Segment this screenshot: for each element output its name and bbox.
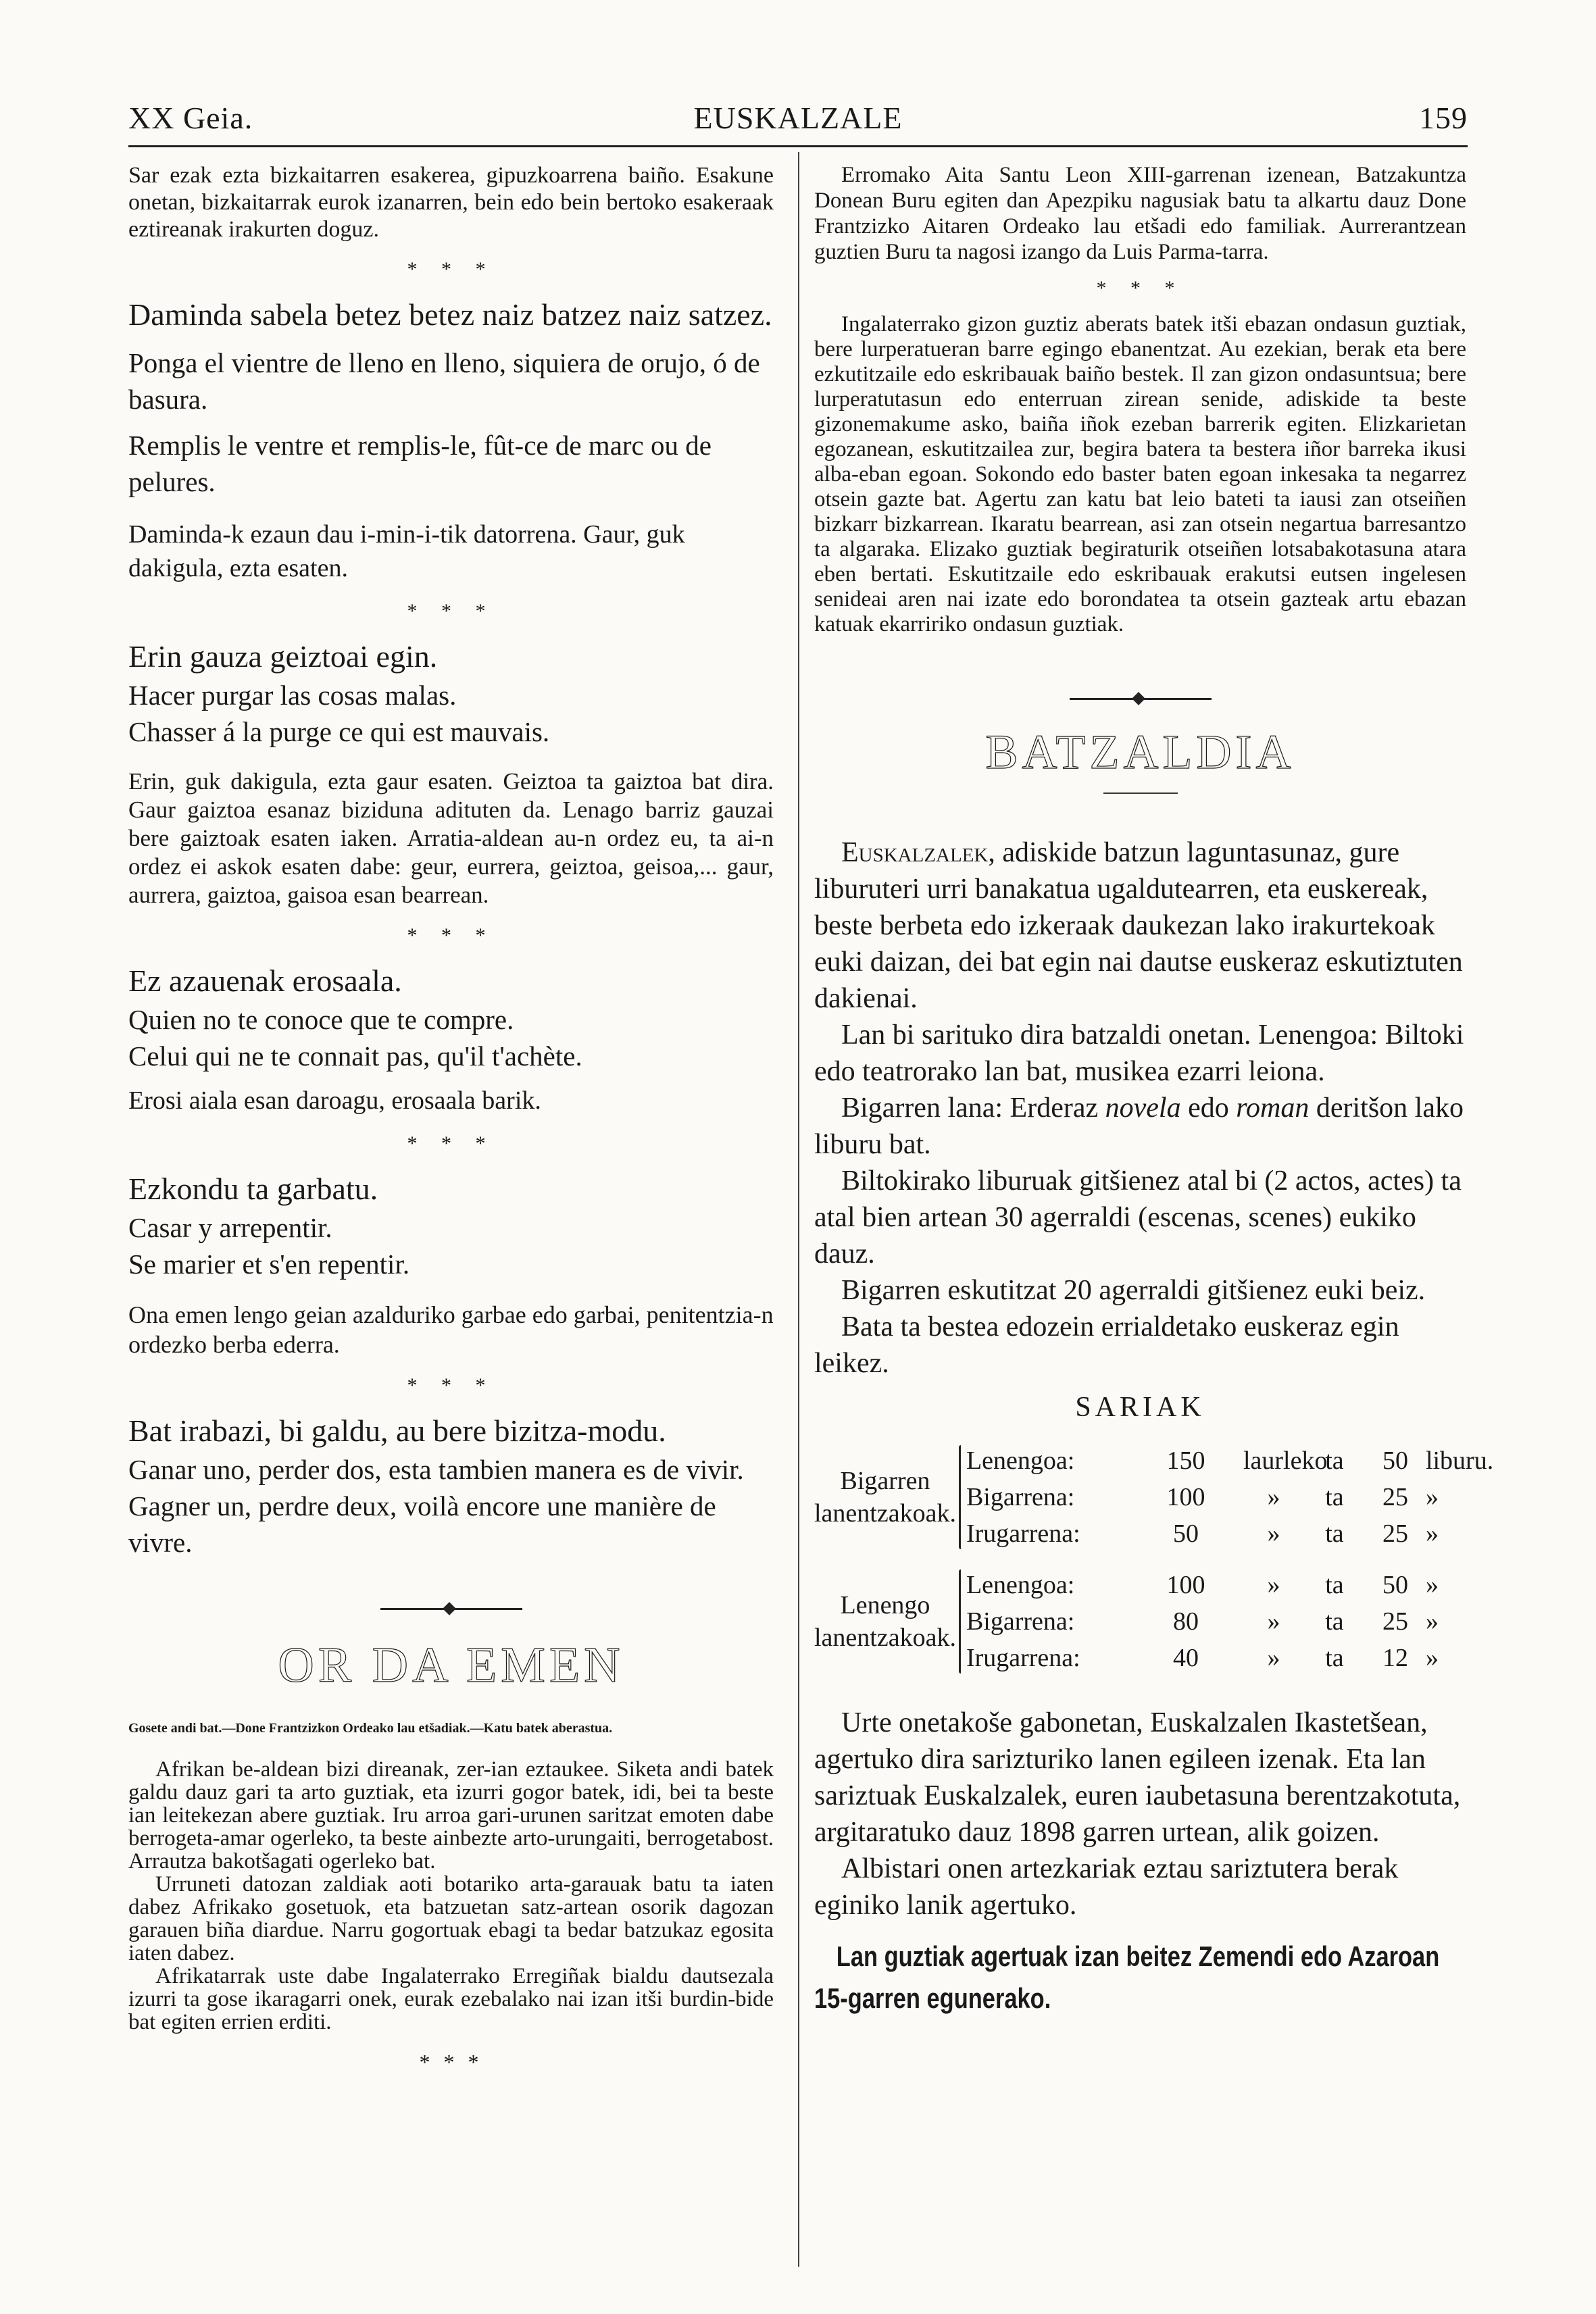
proverb-basque: Bat irabazi, bi galdu, au bere bizitza-modu. — [128, 1413, 666, 1448]
contest-paragraph: Albistari onen artezkariak eztau sariztutera berak eginiko lanik agertuko. — [814, 1853, 1399, 1921]
proverb-basque: Ez azauenak erosaala. — [128, 963, 402, 998]
issue-number: XX Geia. — [128, 101, 253, 135]
proverb-note: Daminda-k ezaun dau i-min-i-tik datorrena. Gaur, guk dakigula, ezta esaten. — [128, 520, 685, 582]
prize-unit: » — [1425, 1644, 1439, 1672]
proverb-spanish: Hacer purgar las cosas malas. — [128, 680, 457, 711]
prize-group-label: Lenengo lanentzakoak. — [814, 1591, 956, 1652]
separator-stars: * * * — [407, 1374, 495, 1397]
text-part: edo — [1180, 1092, 1237, 1124]
column-divider — [798, 152, 799, 2267]
right-column — [814, 162, 1494, 2019]
section-title: OR DA EMEN — [278, 1638, 624, 1693]
contest-intro — [814, 834, 1466, 1017]
prize-row — [966, 1515, 1507, 1552]
italic-word: novela — [1105, 1092, 1181, 1124]
proverb-french: Chasser á la purge ce qui est mauvais. — [128, 716, 550, 747]
ornamental-rule — [380, 1608, 522, 1610]
prize-amount: 50 — [1172, 1519, 1199, 1548]
prize-unit: » — [1425, 1483, 1439, 1511]
proverb-spanish: Quien no te conoce que te compre. — [128, 1004, 514, 1035]
prize-unit: » — [1425, 1519, 1439, 1548]
proverb-note: Erosi aiala esan daroagu, erosaala barik. — [128, 1086, 541, 1115]
proverb-french: Se marier et s'en repentir. — [128, 1249, 410, 1280]
prize-conj: ta — [1325, 1483, 1344, 1511]
prizes-table — [814, 1442, 1494, 1676]
prize-amount: 40 — [1172, 1644, 1199, 1672]
prize-row — [966, 1603, 1507, 1640]
prize-place: Irugarrena: — [966, 1519, 1080, 1548]
section-paragraph: Urruneti datozan zaldiak aoti botariko arta-garauak batu ta iaten dabez Afrikako gosetuok, eta batzuetan satz-artean osorik dagozan garauen biña diardue. Narru gogortuak ebagi ta bedar batzukaz egosita iaten dabez. — [128, 1872, 774, 1965]
journal-title: EUSKALZALE — [693, 101, 903, 135]
prize-amount: 25 — [1382, 1483, 1408, 1511]
prize-row — [966, 1479, 1507, 1515]
proverb-french: Celui qui ne te connait pas, qu'il t'achète. — [128, 1040, 582, 1072]
prize-amount: 100 — [1166, 1483, 1205, 1511]
prize-group — [814, 1442, 1494, 1552]
contest-paragraph: Urte onetakoše gabonetan, Euskalzalen Ikastetšean, agertuko dira sarizturiko lanen egileen izenak. Eta lan sariztuak Euskalzalek, euren iaubetasuna berentzakotuta, argitaratuko dauz 1898 garren urtean, alik goizen. — [814, 1707, 1461, 1848]
prize-conj: ta — [1325, 1571, 1344, 1599]
prize-unit: » — [1267, 1571, 1280, 1599]
left-column — [128, 162, 774, 2075]
contest-intro-text: , adiskide batzun laguntasunaz, gure liburuteri urri banakatua ugaldutearren, eta euskereak, beste berbeta edo izkeraak daukezan lako irakurtekoak euki daizan, dei bat egin nai dautse euskeraz eskutiztuten dakienai. — [814, 837, 1463, 1014]
running-header — [128, 91, 1468, 147]
prize-conj: ta — [1325, 1644, 1344, 1672]
proverb-basque: Ezkondu ta garbatu. — [128, 1172, 378, 1206]
prize-amount: 25 — [1382, 1607, 1408, 1636]
prize-row — [966, 1442, 1507, 1479]
proverb-basque: Erin gauza geiztoai egin. — [128, 639, 438, 674]
prize-unit: » — [1267, 1644, 1280, 1672]
prize-place: Lenengoa: — [966, 1571, 1075, 1599]
news-paragraph: Ingalaterrako gizon guztiz aberats batek itši ebazan ondasun guztiak, bere lurperatueran barre egingo ebanentzat. Au ezekian, berak eta bere ezkutitzaile edo eskribauak baiño bestek. Il zan gizon ondasuntsua; bere lurperatutasun edo enterruan zirean senide, adiskide ta beste gizonemakume asko, baiña iñok ezeban barrerik egiten. Elizkarietan egozanean, eskutitzailea zur, begira batera ta bestera iñor barreka ikusi alba-eban egoan. Sokondo edo baster baten egoan inkesaka ta negarrez otsein gazte bat. Agertu zan katu bat leio bateti ta iausi zan otseiñen bizkarr bizkarrean. Ikaratu bearrean, asi zan otsein negartua barresantzo ta algaraka. Elizako guztiak begiraturik otseiñen lotsabakotasuna atara eben bertati. Eskutitzaile edo eskribauak erakutsi eutsen ingelesen senideai aren nai izate edo borondatea ta otsein gazteak artu ebazan katuak ekarririko ondasun guztiak. — [814, 312, 1466, 636]
contest-paragraph: Bigarren eskutitzat 20 agerraldi gitšienez euki beiz. — [841, 1275, 1426, 1306]
prize-amount: 100 — [1166, 1571, 1205, 1599]
prize-unit: » — [1267, 1519, 1280, 1548]
prize-conj: ta — [1325, 1519, 1344, 1548]
ornamental-rule — [1070, 698, 1212, 700]
proverb-french: Remplis le ventre et remplis-le, fût-ce de marc ou de pelures. — [128, 430, 712, 497]
news-paragraph: Erromako Aita Santu Leon XIII-garrenan izenean, Batzakuntza Donean Buru egiten dan Apezpiku nagusiak batu ta alkartu dauz Done Frantzizko Aitaren Ordeako lau etšadi edo familiak. Aurrerantzean guztien Buru ta nagosi izango da Luis Parma-tarra. — [814, 163, 1466, 264]
separator-stars: * * * — [1096, 277, 1184, 299]
proverb-spanish: Ponga el vientre de lleno en lleno, siquiera de orujo, ó de basura. — [128, 347, 760, 415]
prize-row — [966, 1567, 1507, 1603]
final-notice: Lan guztiak agertuak izan beitez Zemendi edo Azaroan 15-garren egunerako. — [814, 1940, 1440, 2014]
journal-name: Euskalzalek — [841, 837, 989, 868]
section-title: BATZALDIA — [985, 725, 1295, 779]
contest-paragraph — [814, 1090, 1466, 1163]
prize-place: Irugarrena: — [966, 1644, 1080, 1672]
contest-paragraph: Bata ta bestea edozein errialdetako euskeraz egin leikez. — [814, 1311, 1399, 1379]
prize-place: Bigarrena: — [966, 1483, 1075, 1511]
contest-paragraph: Lan bi sarituko dira batzaldi onetan. Lenengoa: Biltoki edo teatrorako lan bat, musikea ezarri leiona. — [814, 1020, 1464, 1087]
text-part: Bigarren lana: Erderaz — [841, 1092, 1105, 1124]
prize-group — [814, 1567, 1466, 1676]
end-stars: * * * — [419, 2050, 483, 2074]
prize-amount: 50 — [1382, 1447, 1408, 1475]
prize-amount: 12 — [1382, 1644, 1408, 1672]
section-subtitle: Gosete andi bat.—Done Frantzizkon Ordeako lau etšadiak.—Katu batek aberastua. — [128, 1721, 613, 1736]
prize-amount: 80 — [1172, 1607, 1199, 1636]
brace — [959, 1445, 961, 1549]
proverb-note: Ona emen lengo geian azalduriko garbae edo garbai, penitentzia-n ordezko berba ederra. — [128, 1301, 774, 1358]
prize-unit: » — [1267, 1483, 1280, 1511]
separator-stars: * * * — [407, 600, 495, 622]
prize-row — [966, 1640, 1507, 1676]
intro-paragraph: Sar ezak ezta bizkaitarren esakerea, gipuzkoarrena baiño. Esakune onetan, bizkaitarrak eurok izanarren, bein edo bein bertoko esakeraak eztireanak irakurten doguz. — [128, 163, 774, 242]
prize-place: Lenengoa: — [966, 1447, 1075, 1475]
prize-group-label: Bigarren lanentzakoak. — [814, 1467, 956, 1528]
prize-amount: 150 — [1166, 1447, 1205, 1475]
section-paragraph: Afrikan be-aldean bizi direanak, zer-ian eztaukee. Siketa andi batek galdu dauz gari ta arto guztiak, eta izurri gogor batek, idi, bei ta beste ian leitekezan abere guztiak. Iru arroa gari-urunen saritzat emoten dabe berrogeta-amar ogerleko, ta beste ainbezte arto-urungaiti, berrogetabost. Arrautza bakotšagati ogerleko bat. — [128, 1757, 774, 1873]
prize-unit: » — [1425, 1607, 1439, 1636]
section-paragraph: Afrikatarrak uste dabe Ingalaterrako Erregiñak bialdu dautsezala izurri ta gose ikaragarri onek, eurak ezebalako nai izan itši burdin-bide bat egiten errien erditi. — [128, 1964, 774, 2034]
proverb-basque: Daminda sabela betez betez naiz batzez naiz satzez. — [128, 297, 772, 332]
contest-paragraph: Biltokirako liburuak gitšienez atal bi (2 actos, actes) ta atal bien artean 30 agerraldi (escenas, scenes) eukiko dauz. — [814, 1165, 1462, 1269]
separator-stars: * * * — [407, 1132, 495, 1155]
prize-amount: 25 — [1382, 1519, 1408, 1548]
prize-place: Bigarrena: — [966, 1607, 1075, 1636]
proverb-note: Erin, guk dakigula, ezta gaur esaten. Geiztoa ta gaiztoa bat dira. Gaur gaiztoa esanaz biziduna adituten da. Lenago barriz gauzai bere gaiztoak esaten iaken. Arratia-aldean au-n ordez eu, ta ai-n ordez ei askok esaten dabe: geur, eurrera, geiztoa, geisoa,... gaur, aurrera, gaiztoa, gaisoa esan bearrean. — [128, 768, 774, 908]
prize-unit: » — [1267, 1607, 1280, 1636]
prize-amount: 50 — [1382, 1571, 1408, 1599]
proverb-spanish: Casar y arrepentir. — [128, 1212, 332, 1243]
prize-conj: ta — [1325, 1607, 1344, 1636]
text-part: deritšon lako liburu bat. — [814, 1092, 1464, 1160]
italic-word: roman — [1236, 1092, 1310, 1124]
prize-unit: » — [1425, 1571, 1439, 1599]
page-number: 159 — [1419, 101, 1468, 135]
separator-stars: * * * — [407, 924, 495, 947]
prizes-heading: SARIAK — [1075, 1392, 1205, 1423]
prize-unit: liburu. — [1425, 1447, 1494, 1475]
proverb-french: Gagner un, perdre deux, voilà encore une manière de vivre. — [128, 1490, 716, 1558]
prize-unit: laurleko — [1243, 1447, 1328, 1475]
brace — [959, 1569, 961, 1674]
prize-conj: ta — [1325, 1447, 1344, 1475]
separator-stars: * * * — [407, 258, 495, 280]
proverb-spanish: Ganar uno, perder dos, esta tambien manera es de vivir. — [128, 1454, 744, 1485]
